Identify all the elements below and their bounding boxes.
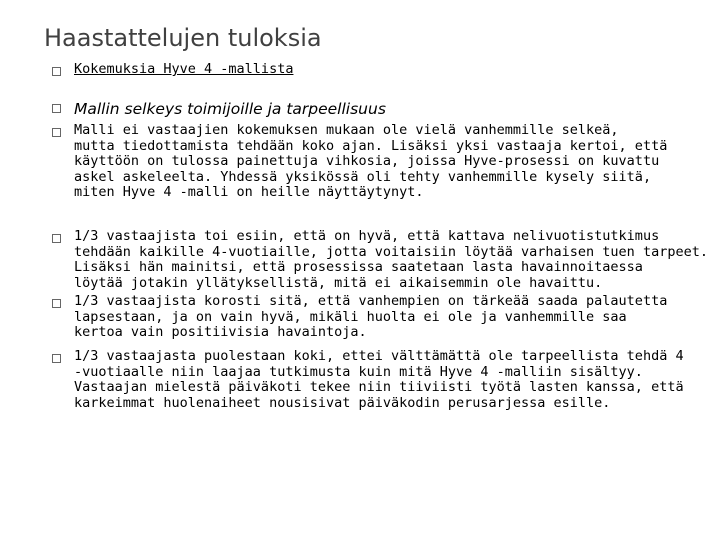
- text-line: -vuotiaalle niin laajaa tutkimusta kuin mitä Hyve 4 -malliin sisältyy.: [74, 363, 643, 380]
- text-line: Malli ei vastaajien kokemuksen mukaan ole vielä vanhemmille selkeä,: [74, 122, 619, 138]
- text-line: löytää jotakin yllätyksellistä, mitä ei aikaisemmin ole havaittu.: [74, 274, 603, 291]
- text-line: miten Hyve 4 -malli on heille näyttäytynyt.: [74, 184, 424, 200]
- text-line: askel askeleelta. Yhdessä yksikössä oli tehty vanhemmille kysely siitä,: [74, 168, 652, 185]
- bullet-square-icon: [52, 234, 61, 243]
- bullet-square-icon: [52, 67, 61, 76]
- bullet-text-3: [74, 123, 700, 201]
- text-line: Lisäksi hän mainitsi, että prosessissa saatetaan lasta havainnoitaessa: [74, 259, 643, 275]
- bullet-text-4: [74, 228, 708, 291]
- text-line: 1/3 vastaajista korosti sitä, että vanhempien on tärkeää saada palautetta: [74, 293, 668, 309]
- text-line: käyttöön on tulossa painettuja vihkosia, joissa Hyve-prosessi on kuvattu: [74, 153, 660, 169]
- text-line: Mallin selkeys toimijoille ja tarpeellisuus: [74, 100, 386, 118]
- page-title: Haastattelujen tuloksia: [44, 24, 322, 52]
- bullet-text-2: [74, 100, 386, 118]
- text-line: karkeimmat huolenaiheet nousisivat päiväkodin perusarjessa esille.: [74, 394, 611, 411]
- text-line: 1/3 vastaajasta puolestaan koki, ettei välttämättä ole tarpeellista tehdä 4: [74, 348, 684, 364]
- text-line: 1/3 vastaajista toi esiin, että on hyvä, että kattava nelivuotistutkimus: [74, 228, 660, 244]
- bullet-square-icon: [52, 299, 61, 308]
- text-line: lapsestaan, ja on vain hyvä, mikäli huolta ei ole ja vanhemmille saa: [74, 308, 627, 325]
- text-line: Vastaajan mielestä päiväkoti tekee niin tiiviisti työtä lasten kanssa, että: [74, 379, 684, 395]
- bullet-text-6: [74, 349, 700, 411]
- text-line: kertoa vain positiivisia havaintoja.: [74, 324, 367, 340]
- bullet-text-1: [74, 62, 700, 78]
- bullet-square-icon: [52, 354, 61, 363]
- bullet-text-5: [74, 294, 700, 341]
- bullet-square-icon: [52, 128, 61, 137]
- text-line: Kokemuksia Hyve 4 -mallista: [74, 61, 294, 77]
- text-line: mutta tiedottamista tehdään koko ajan. Lisäksi yksi vastaaja kertoi, että: [74, 137, 668, 154]
- bullet-square-icon: [52, 104, 61, 113]
- text-line: tehdään kaikille 4-vuotiaille, jotta voitaisiin löytää varhaisen tuen tarpeet.: [74, 243, 708, 260]
